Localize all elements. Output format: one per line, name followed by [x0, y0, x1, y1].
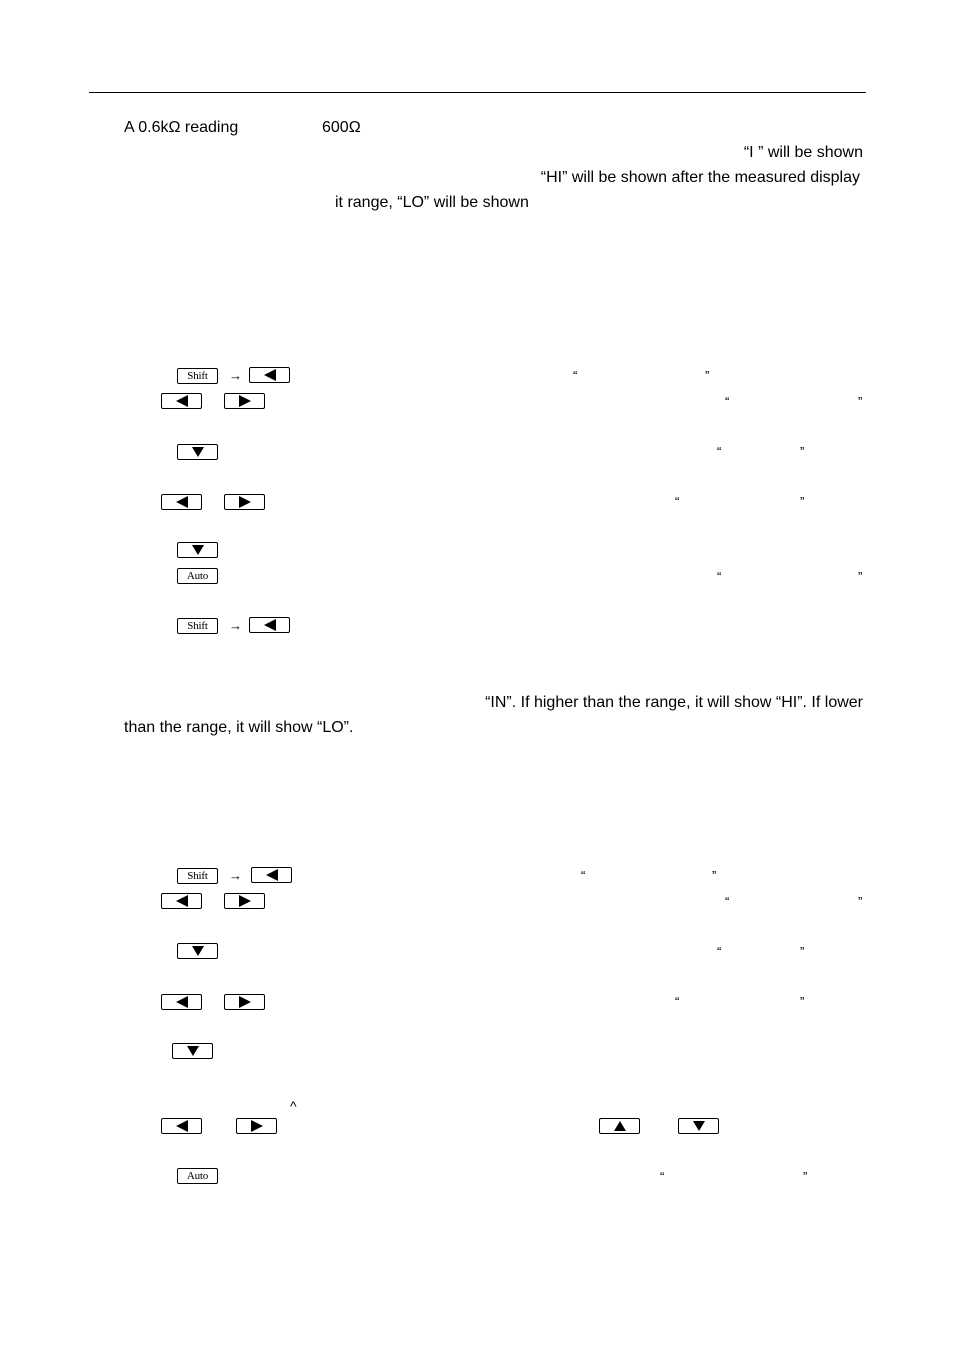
sequence-arrow: →: [229, 368, 242, 383]
shift-key: Shift: [177, 618, 218, 634]
quote-open: “: [660, 1169, 665, 1184]
right-arrow-icon: [237, 395, 253, 407]
caret-mark: ^: [290, 1098, 297, 1114]
down-arrow-icon: [190, 945, 206, 957]
left-arrow-icon: [264, 869, 280, 881]
result-line-1: “IN”. If higher than the range, it will show “HI”. If lower: [485, 694, 863, 711]
down-arrow-key: [177, 943, 218, 959]
down-arrow-icon: [691, 1120, 707, 1132]
left-arrow-key: [161, 494, 202, 510]
result-line-2: than the range, it will show “LO”.: [124, 719, 354, 736]
quote-open: “: [717, 444, 722, 459]
hi-shown-text: “HI” will be shown after the measured display: [540, 169, 860, 186]
quote-close: ”: [803, 1169, 808, 1184]
left-arrow-icon: [174, 395, 190, 407]
left-arrow-icon: [174, 496, 190, 508]
reading-value: 600Ω: [322, 119, 361, 136]
sequence-arrow: →: [229, 868, 242, 883]
shift-key: Shift: [177, 368, 218, 384]
quote-close: ”: [858, 569, 863, 584]
auto-key: Auto: [177, 568, 218, 584]
shift-key: Shift: [177, 868, 218, 884]
left-arrow-key: [161, 994, 202, 1010]
lo-shown-text: it range, “LO” will be shown: [335, 194, 529, 211]
left-arrow-key: [161, 893, 202, 909]
right-arrow-icon: [237, 996, 253, 1008]
left-arrow-icon: [174, 1120, 190, 1132]
left-arrow-icon: [262, 369, 278, 381]
quote-close: ”: [858, 394, 863, 409]
left-arrow-icon: [174, 895, 190, 907]
left-arrow-key: [251, 867, 292, 883]
right-arrow-key: [224, 393, 265, 409]
down-arrow-key: [678, 1118, 719, 1134]
quote-close: ”: [712, 868, 717, 883]
down-arrow-icon: [190, 446, 206, 458]
down-arrow-key: [177, 444, 218, 460]
right-arrow-key: [236, 1118, 277, 1134]
down-arrow-icon: [185, 1045, 201, 1057]
up-arrow-icon: [612, 1120, 628, 1132]
right-arrow-icon: [237, 496, 253, 508]
quote-open: “: [717, 569, 722, 584]
right-arrow-icon: [237, 895, 253, 907]
auto-key: Auto: [177, 1168, 218, 1184]
quote-open: “: [725, 894, 730, 909]
quote-close: ”: [800, 494, 805, 509]
left-arrow-key: [249, 617, 290, 633]
right-arrow-icon: [249, 1120, 265, 1132]
quote-open: “: [725, 394, 730, 409]
left-arrow-key: [161, 393, 202, 409]
quote-close: ”: [800, 994, 805, 1009]
right-arrow-key: [224, 893, 265, 909]
down-arrow-key: [177, 542, 218, 558]
down-arrow-key: [172, 1043, 213, 1059]
header-rule: [89, 92, 866, 93]
quote-close: ”: [705, 368, 710, 383]
quote-open: “: [717, 944, 722, 959]
left-arrow-icon: [262, 619, 278, 631]
down-arrow-icon: [190, 544, 206, 556]
quote-close: ”: [800, 944, 805, 959]
sequence-arrow: →: [229, 618, 242, 633]
right-arrow-key: [224, 994, 265, 1010]
left-arrow-key: [249, 367, 290, 383]
left-arrow-icon: [174, 996, 190, 1008]
in-shown-text: “I ” will be shown: [743, 144, 863, 161]
quote-close: ”: [800, 444, 805, 459]
quote-close: ”: [858, 894, 863, 909]
right-arrow-key: [224, 494, 265, 510]
quote-open: “: [581, 868, 586, 883]
quote-open: “: [675, 494, 680, 509]
reading-example: A 0.6kΩ reading: [124, 119, 239, 136]
up-arrow-key: [599, 1118, 640, 1134]
quote-open: “: [675, 994, 680, 1009]
left-arrow-key: [161, 1118, 202, 1134]
quote-open: “: [573, 368, 578, 383]
